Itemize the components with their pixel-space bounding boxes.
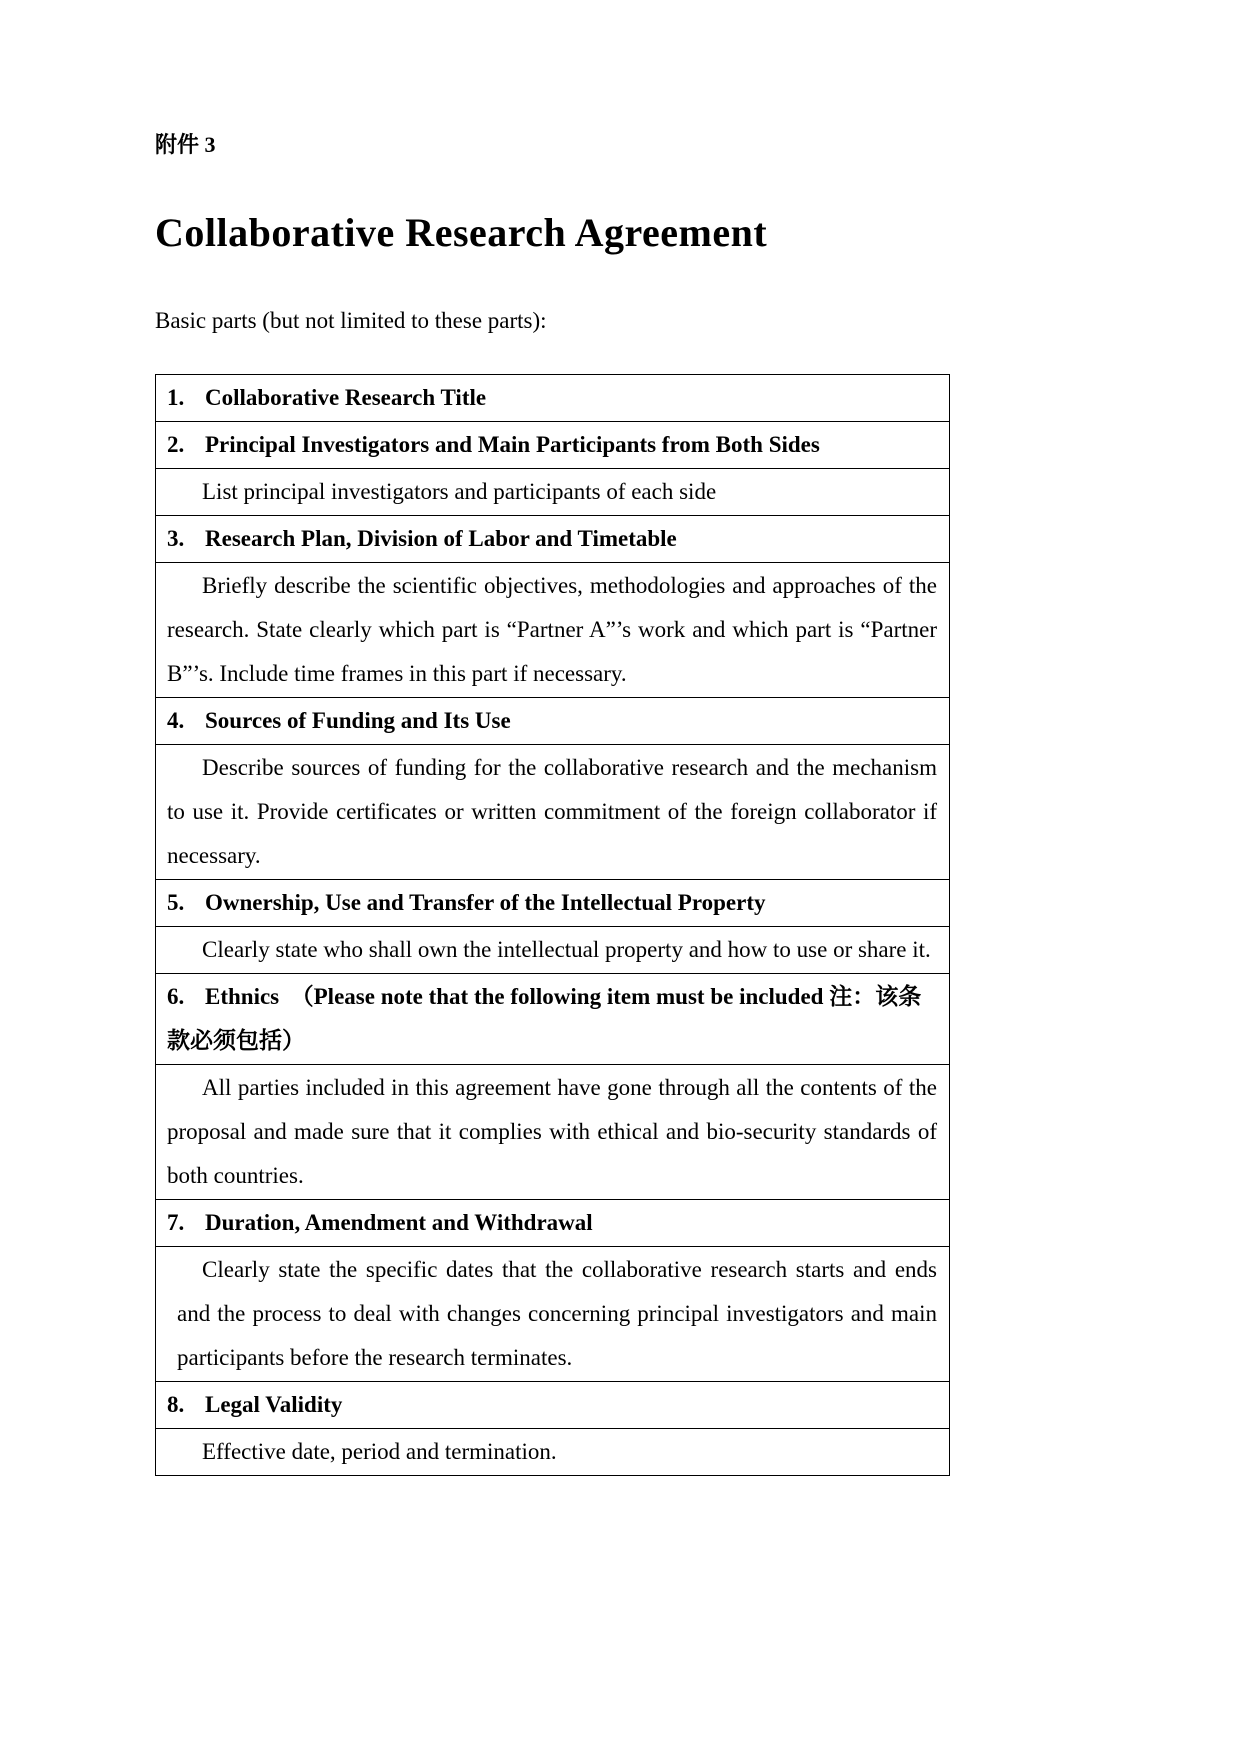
table-row: [156, 1382, 950, 1429]
section-title: Ethnics （Please note that the following item must be included 注：该条款必须包括）: [167, 984, 922, 1054]
section-number: 1.: [167, 385, 185, 411]
page-title: Collaborative Research Agreement: [155, 210, 768, 256]
table-row: [156, 880, 950, 927]
section-title: Research Plan, Division of Labor and Timetable: [205, 526, 677, 552]
section-number: 4.: [167, 708, 185, 734]
table-row: [156, 927, 950, 974]
section-body: All parties included in this agreement have gone through all the contents of the proposal and made sure that it complies with ethical and bio-security standards of both countries.: [156, 1065, 950, 1200]
table-row: [156, 422, 950, 469]
section-title: Ownership, Use and Transfer of the Intellectual Property: [205, 890, 766, 916]
table-row: [156, 1200, 950, 1247]
section-title: Collaborative Research Title: [205, 385, 487, 411]
table-row: [156, 516, 950, 563]
section-body: Describe sources of funding for the collaborative research and the mechanism to use it. Provide certificates or written commitment of the foreign collaborator if necessary.: [156, 745, 950, 880]
section-number: 6.: [167, 984, 185, 1010]
table-row: [156, 974, 950, 1065]
section-body: Clearly state who shall own the intellectual property and how to use or share it.: [156, 927, 950, 974]
table-row: [156, 469, 950, 516]
section-number: 2.: [167, 432, 185, 458]
section-number: 5.: [167, 890, 185, 916]
section-title: Legal Validity: [205, 1392, 343, 1418]
attachment-label: 附件 3: [155, 132, 216, 157]
section-title: Duration, Amendment and Withdrawal: [205, 1210, 593, 1236]
section-number: 7.: [167, 1210, 185, 1236]
table-row: [156, 745, 950, 880]
section-number: 3.: [167, 526, 185, 552]
section-heading: [156, 698, 950, 745]
table-row: [156, 563, 950, 698]
section-body: Briefly describe the scientific objectives, methodologies and approaches of the research. State clearly which part is “Partner A”’s work and which part is “Partner B”’s. Include time frames in this part if necessary.: [156, 563, 950, 698]
section-title: Sources of Funding and Its Use: [205, 708, 511, 734]
section-title: Principal Investigators and Main Participants from Both Sides: [205, 432, 820, 458]
section-heading: [156, 1382, 950, 1429]
section-heading: [156, 375, 950, 422]
section-body: Effective date, period and termination.: [156, 1429, 950, 1476]
section-heading: [156, 880, 950, 927]
section-heading: [156, 974, 950, 1065]
table-row: [156, 1429, 950, 1476]
section-body: List principal investigators and participants of each side: [156, 469, 950, 516]
table-row: [156, 375, 950, 422]
section-heading: [156, 516, 950, 563]
section-heading: [156, 422, 950, 469]
section-heading: [156, 1200, 950, 1247]
section-number: 8.: [167, 1392, 185, 1418]
agreement-table: [155, 374, 950, 1476]
table-row: [156, 698, 950, 745]
intro-text: Basic parts (but not limited to these parts):: [155, 308, 547, 334]
table-row: [156, 1065, 950, 1200]
table-row: [156, 1247, 950, 1382]
section-body: Clearly state the specific dates that the collaborative research starts and ends and the process to deal with changes concerning principal investigators and main participants before the research terminates.: [156, 1247, 950, 1382]
